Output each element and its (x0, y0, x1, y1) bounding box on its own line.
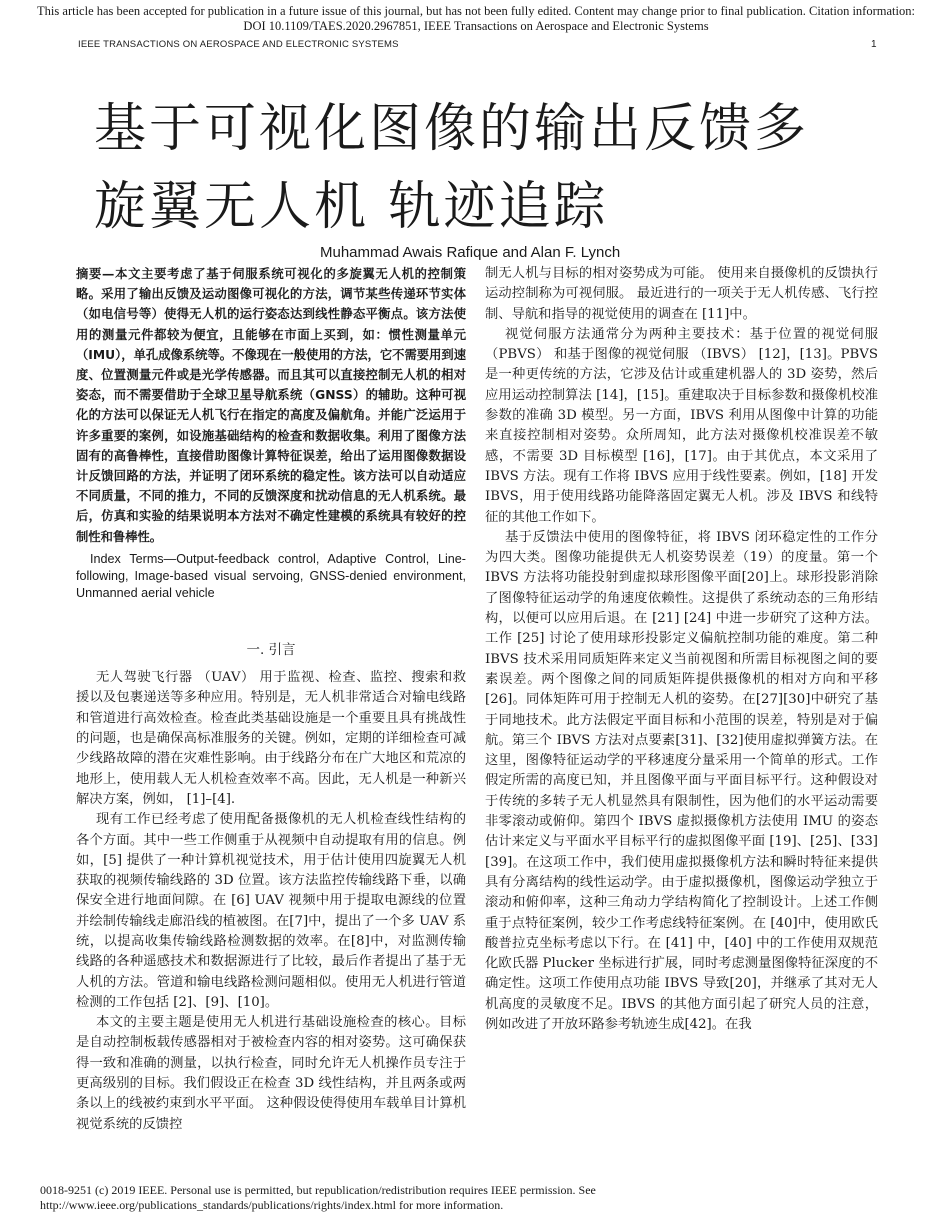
body-paragraph: 视觉伺服方法通常分为两种主要技术：基于位置的视觉伺服 （PBVS） 和基于图像的视觉伺服 （IBVS） [12]，[13]。PBVS 是一种更传统的方法，它涉及估计或重建机器人的 3D 姿势，然后应用运动控制算法 [14]，[15]。重建取决于目标参数和摄像机校准参数的准确 3D 模型。另一方面，IBVS 利用从图像中计算的功能来直接控制相对姿势。众所周知，此方法对摄像机校准误差不敏感，不需要 3D 目标模型 [16]，[17]。由于其优点，本文采用了 IBVS 方法。现有工作将 IBVS 应用于线性要素。例如，[18] 开发 IBVS，用于使用线路功能降落固定翼无人机。涉及 IBVS 和线特征的其他工作如下。 (485, 326, 878, 525)
body-paragraph: 现有工作已经考虑了使用配备摄像机的无人机检查线性结构的各个方面。其中一些工作侧重于从视频中自动提取有用的信息。例如，[5] 提供了一种计算机视觉技术，用于估计使用四旋翼无人机获取的视频传输线路的 3D 位置。该方法监控传输线路下垂，以确保安全进行地面间隙。在 [6] UAV 视频中用于提取电源线的位置并绘制传输线走廊沿线的植被图。在[7]中，提出了一个多 UAV 系统，以提高收集传输线路检测数据的效率。在[8]中，对监测传输线路的各种遥感技术和数据源进行了比较，最后作者提出了基于无人机的方法。管道和输电线路检测问题相似。使用无人机进行管道检测的工作包括 [2]、[9]、[10]。 (76, 812, 466, 1010)
title-line-1: 基于可视化图像的输出反馈多 (94, 99, 810, 159)
notice-line-2: DOI 10.1109/TAES.2020.2967851, IEEE Transactions on Aerospace and Electronic Systems (243, 19, 709, 33)
body-paragraph: 本文的主要主题是使用无人机进行基础设施检查的核心。目标是自动控制板载传感器相对于被检查内容的相对姿势。这可确保获得一致和准确的测量，以执行检查，同时允许无人机操作员专注于更高级别的目标。我们假设正在检查 3D 线性结构，并且两条或两条以上的线被约束到水平平面。 这种假设使得使用车载单目计算机视觉系统的反馈控 (76, 1015, 466, 1132)
authors: Muhammad Awais Rafique and Alan F. Lynch (320, 244, 621, 261)
copyright-footer (40, 1183, 596, 1212)
right-column (485, 264, 878, 1035)
body-paragraph: 基于反馈法中使用的图像特征，将 IBVS 闭环稳定性的工作分为四大类。图像功能提供无人机姿势误差（19）的度量。第一个 IBVS 方法将功能投射到虚拟球形图像平面[20]上。球形投影消除了图像特征运动学的角速度依赖性。这提供了系统动态的三角形结构，以便可以应用后退。在 [21] [24] 中进一步研究了这种方法。工作 [25] 讨论了使用球形投影定义偏航控制功能的难度。第二种 IBVS 技术采用同质矩阵来定义当前视图和所需目标视图之间的要素误差。两个图像之间的同质矩阵提供摄像机的相对方向和平移 [26]。同体矩阵可用于控制无人机的姿势。在[27][30]中研究了基于同地技术。此方法假定平面目标和小范围的误差，特别是对于偏航。第三个 IBVS 方法对点要素[31]、[32]使用虚拟弹簧方法。在这里，图像特征运动学的平移速度分量采用一个简单的形式。工作假定所需的高度已知，并且图像平面与平面目标平行。这种假设对于传统的多转子无人机显然具有限制性，因为他们的水平运动需要非零滚动或俯仰。第四个 IBVS 虚拟摄像机方法使用 IMU 的姿态估计来定义与平面水平目标平行的虚拟图像平面 [19]、[25]、[33][39]。在这项工作中，我们使用虚拟摄像机方法和瞬时特征来提供具有分离结构的线性运动学。由于虚拟摄像机，图像运动学独立于滚动和俯仰率，这种三角动力学结构简化了控制设计。上述工作侧重于点特征案例，较少工作考虑线特征案例。在 [40]中，使用欧氏酸普拉克坐标考虑以下行。在 [41] 中，[40] 中的工作使用双规范化欧氏器 Plucker 坐标进行扩展，同时考虑测量图像特征深度的不确定性。这项工作使用点功能 IBVS 导致[20]，并继承了其对无人机高度的灵敏度不足。IBVS 的其他方面引起了研究人员的注意，例如改进了开放环路参考轨迹生成[42]。在我 (485, 529, 878, 1032)
notice-line-1: This article has been accepted for publication in a future issue of this journal, but has not been fully edited. Content may change prior to final publication. Citation information: (37, 4, 915, 18)
index-terms: Index Terms—Output-feedback control, Adaptive Control, Line-following, Image-based visual servoing, GNSS-denied environment, Unmanned aerial vehicle (76, 551, 466, 600)
body-paragraph: 无人驾驶飞行器 （UAV） 用于监视、检查、监控、搜索和救援以及包裹递送等多种应用。特别是，无人机非常适合对输电线路和管道进行高效检查。检查此类基础设施是一个重要且具有挑战性的问题，也是确保高标准服务的关键。例如，定期的详细检查可减少线路故障的潜在灾难性影响。由于线路分布在广大地区和荒凉的地形上，使用载人无人机检查效率不高。因此，无人机是一种新兴解决方案，例如， [1]–[4]. (76, 670, 466, 807)
title-line-2: 旋翼无人机 轨迹追踪 (94, 177, 609, 237)
footer-line-1: 0018-9251 (c) 2019 IEEE. Personal use is permitted, but republication/redistribution requires IEEE permission. See (40, 1183, 596, 1197)
publication-notice (0, 4, 952, 34)
page-number: 1 (871, 39, 877, 50)
abstract: 摘要—本文主要考虑了基于伺服系统可视化的多旋翼无人机的控制策略。采用了输出反馈及运动图像可视化的方法，调节某些传递环节实体（如电信号等）使得无人机的运行姿态达到线性静态平衡点。该方法使用的测量元件都较为便宜，且能够在市面上买到，如：惯性测量单元（IMU），单孔成像系统等。不像现在一般使用的方法，它不需要用到速度、位置测量元件或是光学传感器。而且其可以直接控制无人机的相对姿态，而不需要借助于全球卫星导航系统（GNSS）的辅助。这种可视化的方法可以保证无人机飞行在指定的高度及偏航角。并能广泛运用于许多重要的案例，如设施基础结构的检查和数据收集。利用了图像方法固有的高鲁棒性，直接借助图像计算特征误差，给出了运用图像数据设计反馈回路的方法，并证明了闭环系统的稳定性。该方法可以自动适应不同质量，不同的推力，不同的反馈深度和扰动信息的无人机系统。最后，仿真和实验的结果说明本方法对不确定性建模的系统具有较好的控制性和鲁棒性。 (76, 267, 466, 544)
left-column (76, 264, 466, 1135)
paper-title (94, 90, 894, 246)
body-paragraph: 制无人机与目标的相对姿势成为可能。 使用来自摄像机的反馈执行运动控制称为可视伺服。 最近进行的一项关于无人机传感、飞行控制、导航和指导的视觉使用的调查在 [11]中。 (485, 266, 878, 322)
section-heading-introduction: 一. 引言 (246, 641, 296, 658)
footer-line-2: http://www.ieee.org/publications_standards/publications/rights/index.html for more information. (40, 1197, 504, 1212)
running-head: IEEE TRANSACTIONS ON AEROSPACE AND ELECTRONIC SYSTEMS (78, 39, 399, 50)
